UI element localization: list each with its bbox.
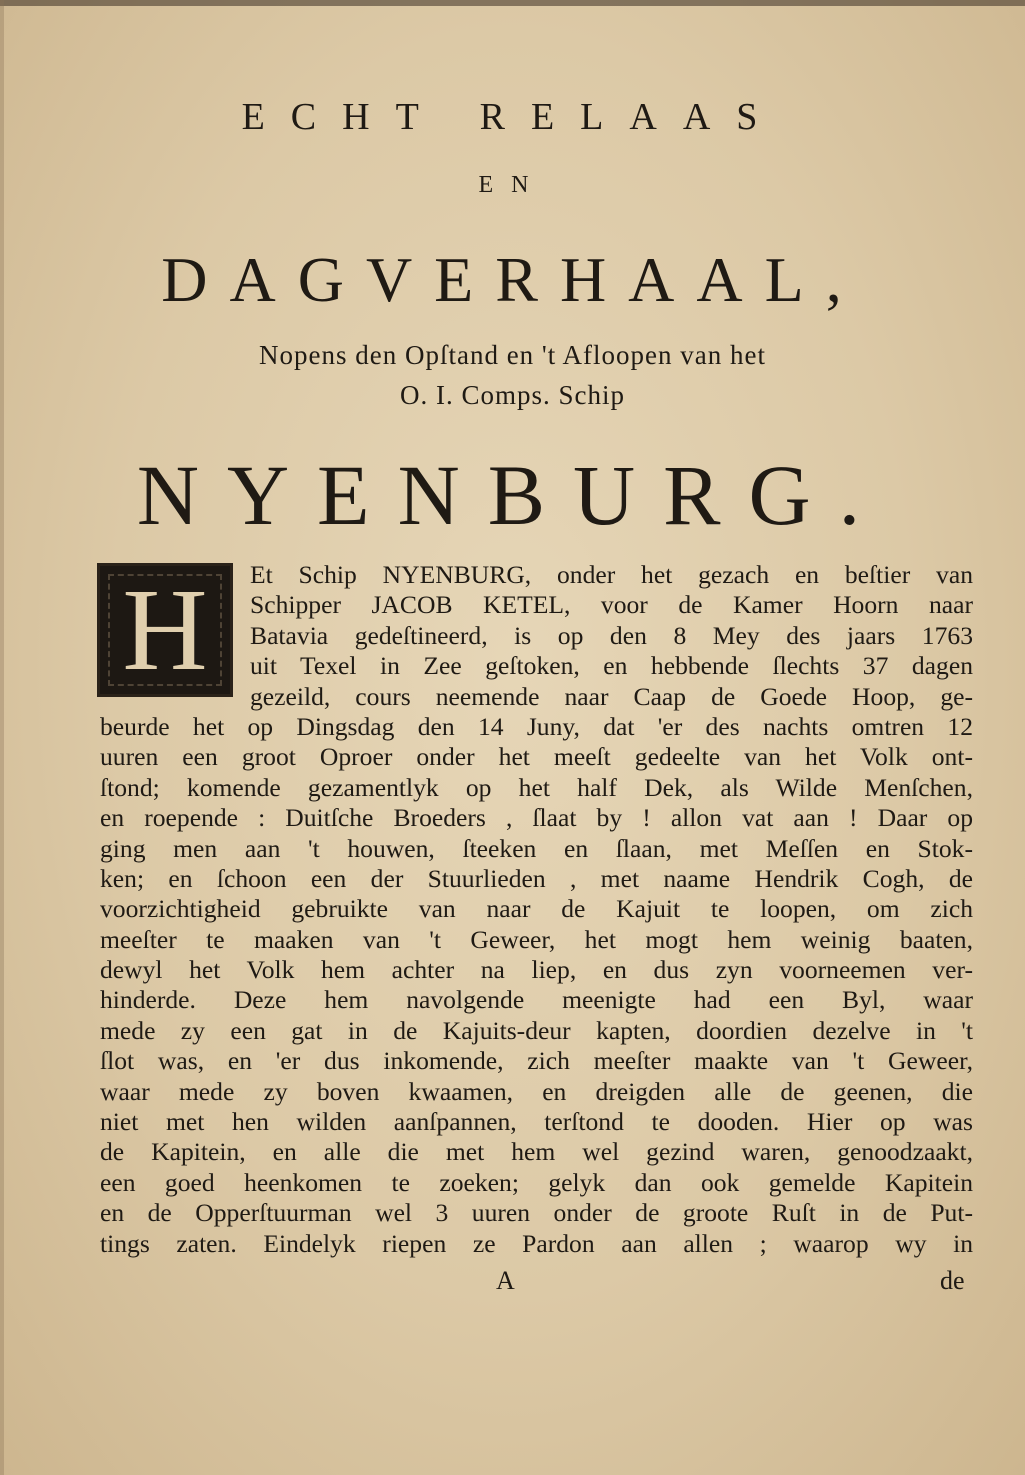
body-line: waar mede zy boven kwaamen, en dreigden alle de geenen, die xyxy=(100,1076,973,1106)
title-line-dagverhaal: DAGVERHAAL, xyxy=(161,244,864,315)
body-line: uit Texel in Zee geſtoken, en hebbende ſlechts 37 dagen xyxy=(250,651,973,681)
body-line: voorzichtigheid gebruikte van naar de Kajuit te loopen, om zich xyxy=(100,894,973,924)
body-line: Schipper JACOB KETEL, voor de Kamer Hoorn naar xyxy=(250,590,973,620)
body-line: en de Opperſtuurman wel 3 uuren onder de groote Ruſt in de Put- xyxy=(100,1198,973,1228)
page-left-edge xyxy=(0,0,4,1475)
body-line: beurde het op Dingsdag den 14 Juny, dat 'er des nachts omtren 12 xyxy=(100,711,973,741)
body-line: uuren een groot Oproer onder het meeſt gedeelte van het Volk ont- xyxy=(100,742,973,772)
subtitle-line-1: Nopens den Opſtand en 't Afloopen van het xyxy=(258,340,766,370)
body-line: ſtond; komende gezamentlyk op het half Dek, als Wilde Menſchen, xyxy=(100,772,973,802)
initial-letter: H xyxy=(122,564,208,695)
page-top-edge xyxy=(0,0,1025,6)
body-line: mede zy een gat in de Kajuits-deur kapten, doordien dezelve in 't xyxy=(100,1015,973,1045)
ship-name-heading: NYENBURG. xyxy=(136,447,889,543)
catchword: de xyxy=(940,1266,965,1295)
body-line: hinderde. Deze hem navolgende meenigte had een Byl, waar xyxy=(100,985,973,1015)
body-line: ken; en ſchoon een der Stuurlieden , met naame Hendrik Cogh, de xyxy=(100,863,973,893)
body-line: Batavia gedeſtineerd, is op den 8 Mey des jaars 1763 xyxy=(250,620,973,650)
body-line: Et Schip NYENBURG, onder het gezach en beſtier van xyxy=(250,560,973,589)
body-line: niet met hen wilden aanſpannen, terſtond te dooden. Hier op was xyxy=(100,1107,973,1137)
body-line: ſlot was, en 'er dus inkomende, zich meeſter maakte van 't Geweer, xyxy=(100,1046,973,1076)
subtitle-line-2: O. I. Comps. Schip xyxy=(399,380,625,410)
body-line: ging men aan 't houwen, ſteeken en ſlaan, met Meſſen en Stok- xyxy=(100,833,973,863)
title-line-echt-relaas: ECHT RELAAS xyxy=(241,96,784,138)
body-line: meeſter te maaken van 't Geweer, het mogt hem weinig baaten, xyxy=(100,924,973,954)
body-line: en roepende : Duitſche Broeders , ſlaat by ! allon vat aan ! Daar op xyxy=(100,803,973,833)
body-line: gezeild, cours neemende naar Caap de Goede Hoop, ge- xyxy=(250,681,973,711)
body-line: tings zaten. Eindelyk riepen ze Pardon aan allen ; waarop wy in xyxy=(100,1228,973,1258)
signature-mark: A xyxy=(496,1266,515,1295)
title-line-en: EN xyxy=(478,172,547,198)
body-line: de Kapitein, en alle die met hem wel gezind waren, genoodzaakt, xyxy=(100,1137,973,1167)
body-line: een goed heenkomen te zoeken; gelyk dan ook gemelde Kapitein xyxy=(100,1167,973,1197)
body-text xyxy=(100,560,973,1259)
body-line: dewyl het Volk hem achter na liep, en dus zyn voorneemen ver- xyxy=(100,955,973,985)
